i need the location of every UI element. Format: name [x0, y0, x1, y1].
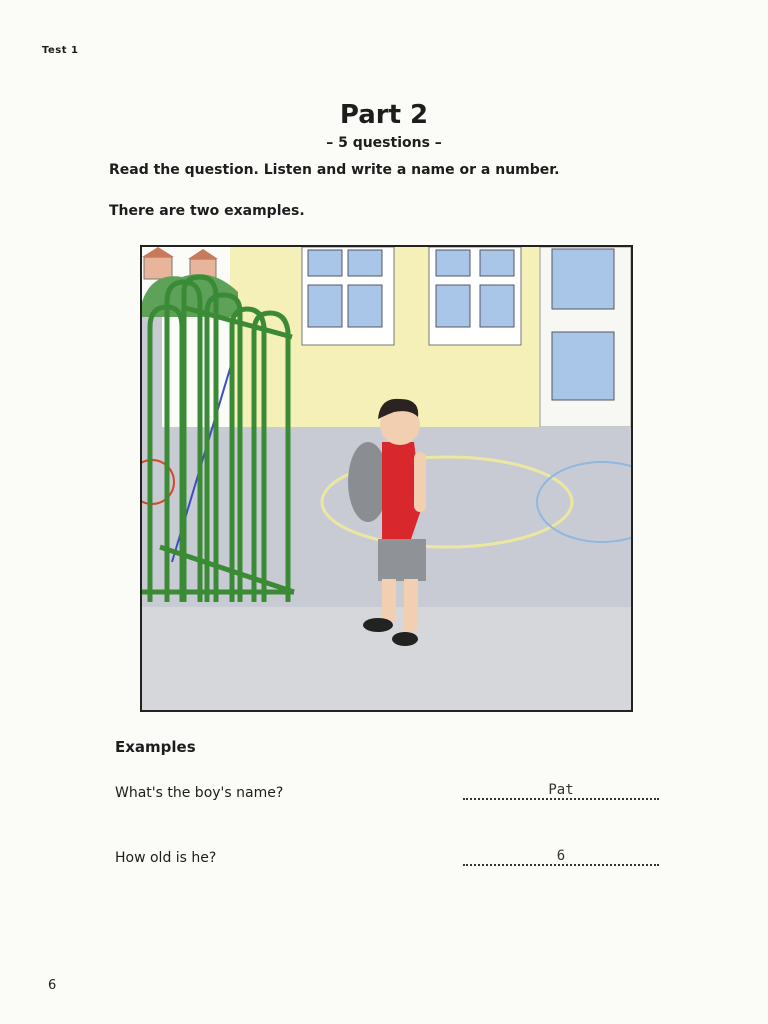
- example-question: What's the boy's name?: [115, 785, 284, 801]
- answer-text: 6: [556, 848, 566, 864]
- shoe: [363, 618, 393, 632]
- window: [302, 247, 394, 345]
- leg: [382, 579, 396, 621]
- test-label: Test 1: [42, 45, 79, 56]
- examples-note: There are two examples.: [109, 203, 305, 219]
- window: [429, 247, 521, 345]
- examples-heading: Examples: [115, 738, 196, 756]
- page-number: 6: [48, 978, 57, 993]
- answer-line: [463, 848, 659, 866]
- leg: [404, 579, 418, 631]
- shoe: [392, 632, 418, 646]
- part-subtitle: – 5 questions –: [326, 135, 442, 151]
- answer-text: Pat: [548, 782, 574, 798]
- house: [144, 257, 172, 279]
- answer-line: [463, 782, 659, 800]
- scene-illustration: [140, 245, 633, 712]
- scene-svg: [142, 247, 631, 710]
- grey-shorts: [378, 539, 426, 581]
- instruction-text: Read the question. Listen and write a name or a number.: [109, 162, 560, 178]
- example-question: How old is he?: [115, 850, 217, 866]
- window: [552, 249, 614, 309]
- window: [552, 332, 614, 400]
- part-title: Part 2: [339, 100, 429, 130]
- arm: [414, 452, 426, 512]
